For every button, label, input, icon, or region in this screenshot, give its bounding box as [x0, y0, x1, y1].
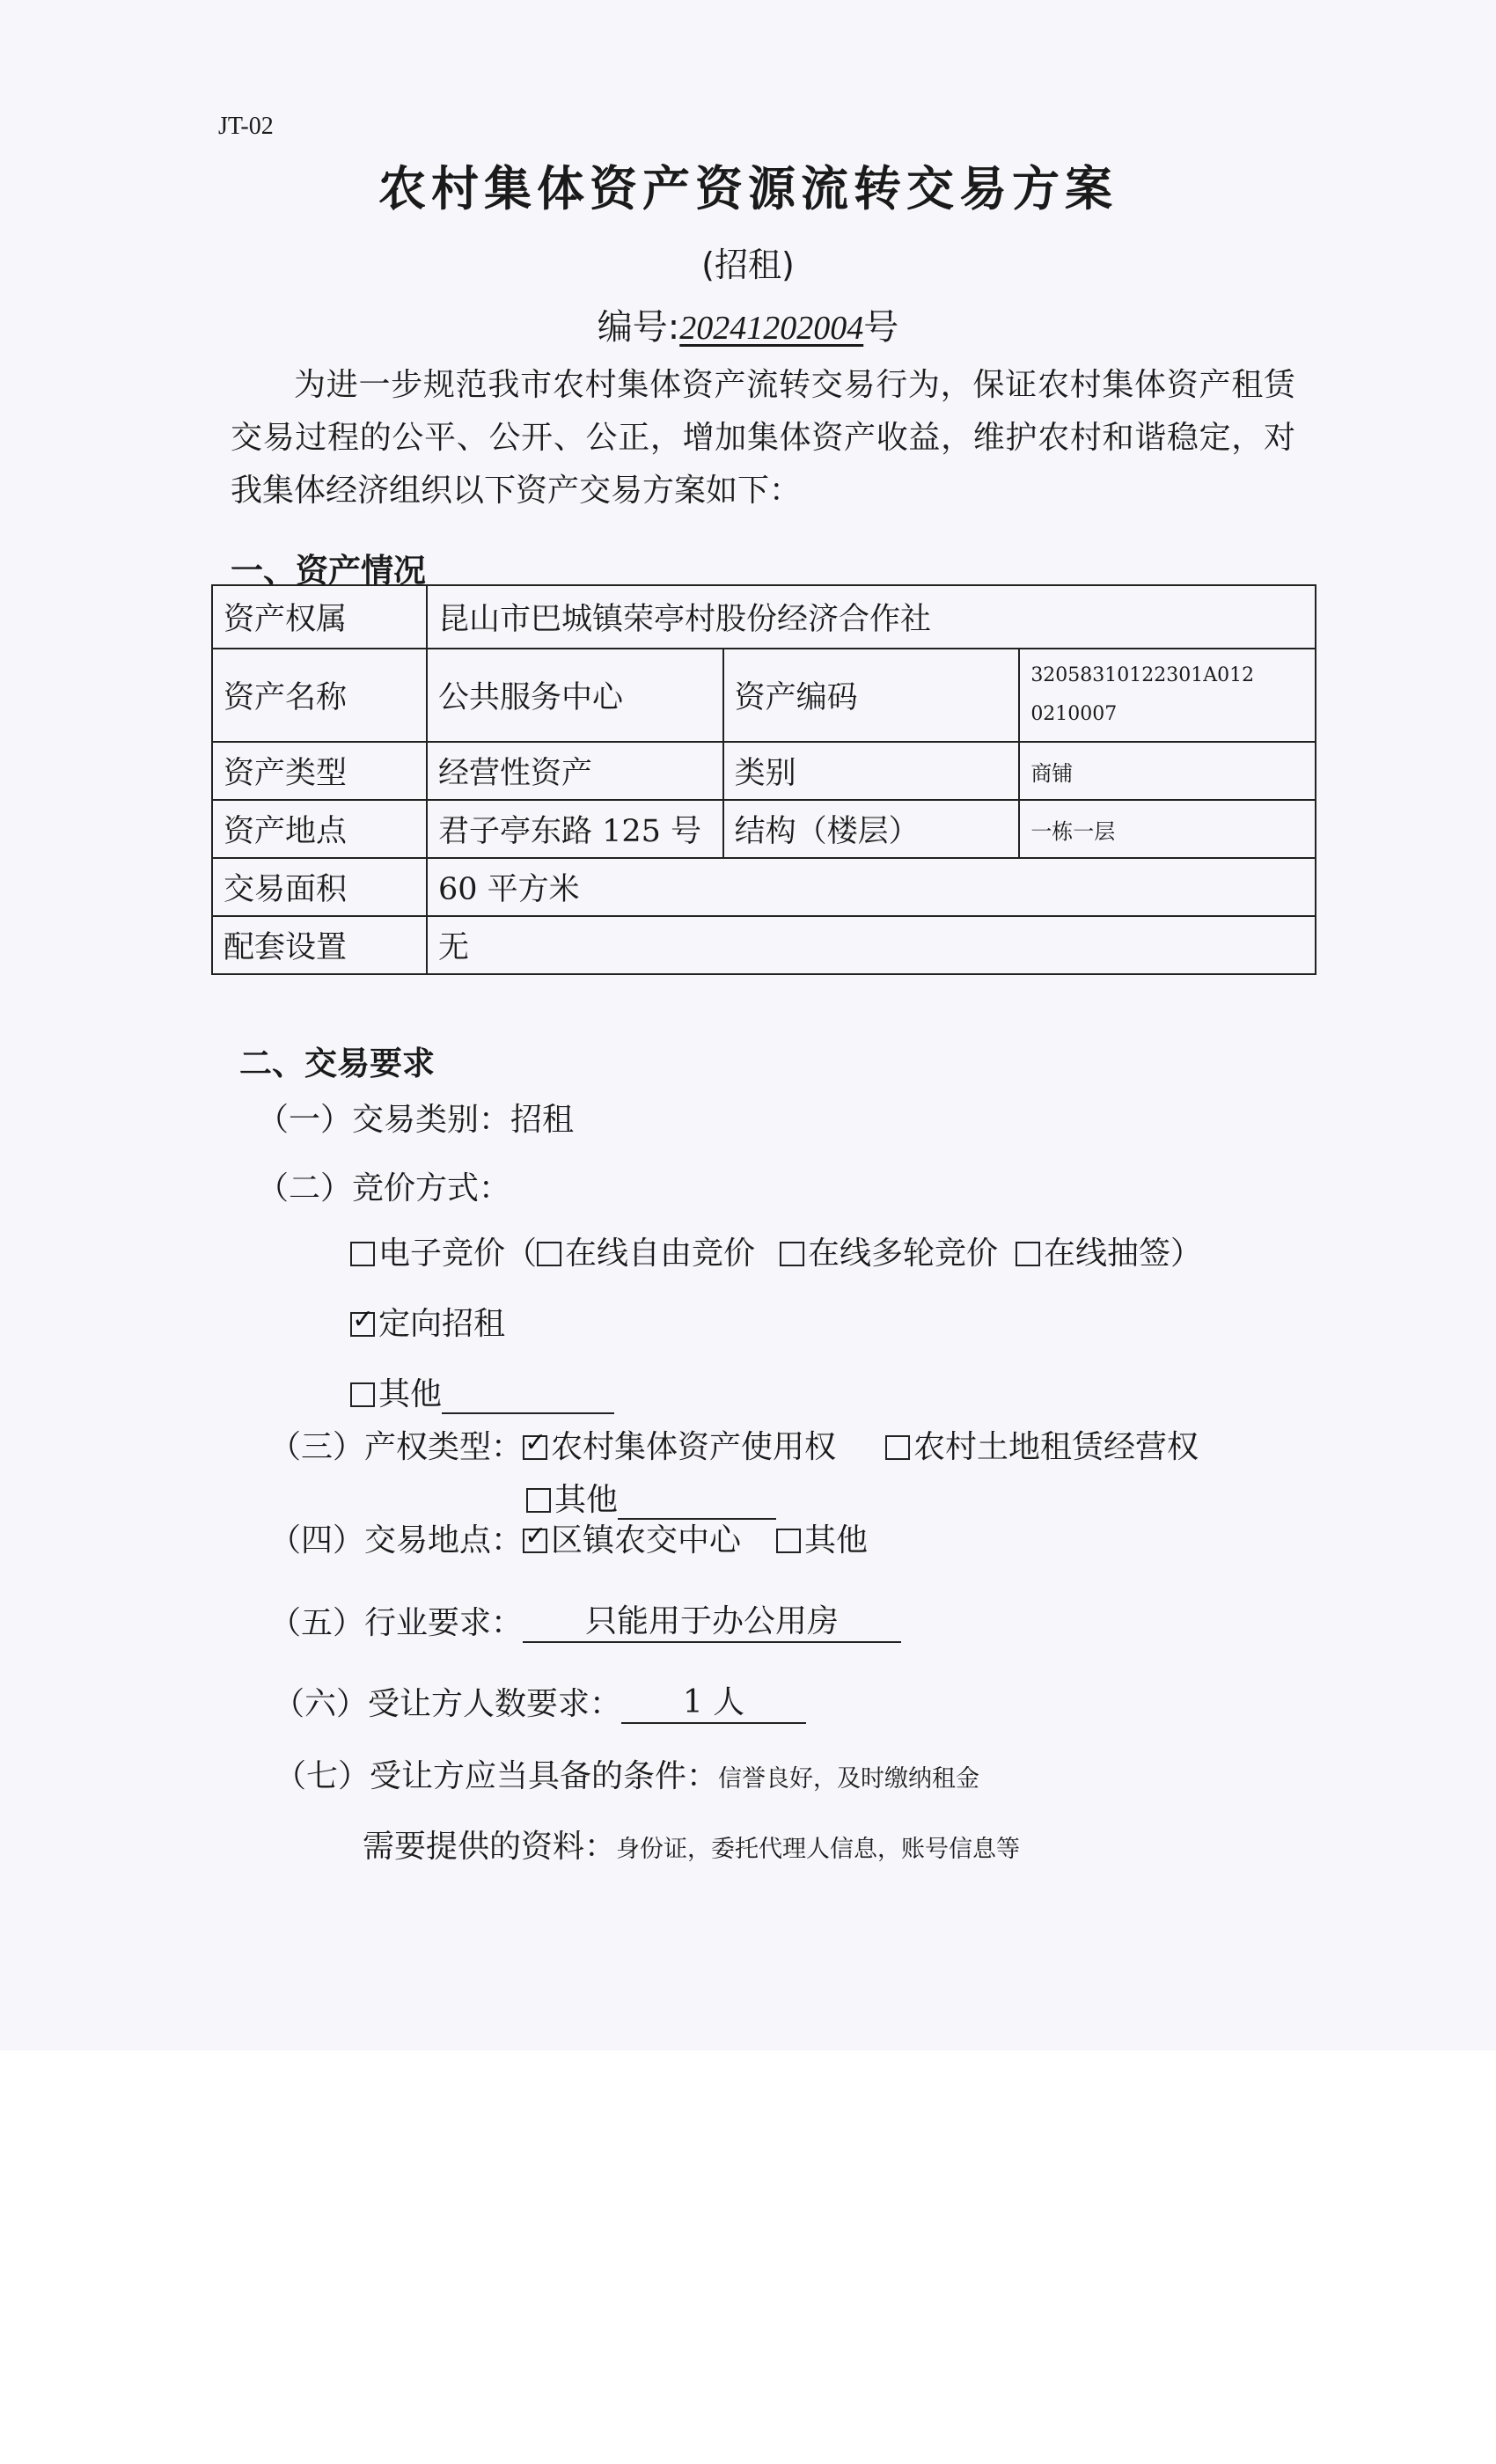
use-right-label: 农村集体资产使用权 — [551, 1429, 837, 1465]
requirement-property-type — [269, 1422, 1199, 1467]
section-heading-assets: 一、资产情况 — [231, 552, 426, 590]
location-label: 资产地点 — [212, 800, 427, 858]
checkbox-bidding-other[interactable] — [350, 1382, 375, 1407]
asset-name-label: 资产名称 — [212, 649, 427, 742]
materials-label: 需要提供的资料： — [363, 1829, 617, 1865]
location-req-label: （四）交易地点： — [269, 1522, 524, 1558]
table-row — [212, 916, 1316, 974]
location-other-label: 其他 — [804, 1522, 869, 1558]
property-other-row — [526, 1475, 776, 1520]
table-row — [212, 858, 1316, 916]
requirement-industry — [269, 1596, 901, 1643]
requirement-category: （一）交易类别：招租 — [257, 1102, 575, 1138]
property-type-label: （三）产权类型： — [269, 1429, 524, 1465]
asset-code-line1: 32058310122301A012 — [1030, 664, 1255, 686]
e-bidding-label: 电子竞价（ — [378, 1236, 538, 1272]
checkbox-online-free[interactable] — [537, 1242, 561, 1266]
number-prefix: 编号: — [597, 307, 680, 348]
requirement-location — [269, 1515, 868, 1560]
number-handwritten: 20241202004 — [679, 310, 864, 347]
table-row — [212, 585, 1316, 649]
area-value: 60 平方米 — [427, 858, 1316, 916]
area-label: 交易面积 — [212, 858, 427, 916]
directed-label: 定向招租 — [378, 1306, 506, 1342]
requirement-people — [273, 1677, 806, 1724]
checkbox-online-multi[interactable] — [780, 1242, 804, 1266]
land-lease-label: 农村土地租赁经营权 — [913, 1429, 1199, 1465]
location-value: 君子亭东路 125 号 — [427, 800, 723, 858]
page-subtitle: (招租) — [701, 246, 795, 284]
checkbox-e-bidding[interactable] — [350, 1242, 375, 1266]
checkbox-online-lottery[interactable] — [1016, 1242, 1040, 1266]
district-center-label: 区镇农交中心 — [551, 1522, 742, 1558]
structure-value: 一栋一层 — [1019, 800, 1316, 858]
category-value: 商铺 — [1019, 742, 1316, 800]
industry-value: 只能用于办公用房 — [523, 1596, 901, 1643]
number-suffix: 号 — [863, 307, 899, 348]
materials-value: 身份证，委托代理人信息，账号信息等 — [616, 1836, 1021, 1863]
people-value: 1 人 — [621, 1677, 806, 1724]
doc-code: JT-02 — [218, 113, 274, 140]
section-heading-requirements: 二、交易要求 — [239, 1045, 435, 1082]
directed-rent-row — [350, 1299, 505, 1344]
ownership-label: 资产权属 — [212, 585, 427, 649]
requirement-bidding: （二）竞价方式： — [257, 1170, 511, 1206]
checkbox-property-other[interactable] — [526, 1488, 551, 1513]
bidding-options-row — [350, 1228, 1202, 1273]
table-row — [212, 800, 1316, 858]
category-label: 类别 — [723, 742, 1020, 800]
structure-label: 结构（楼层） — [723, 800, 1020, 858]
requirement-materials — [363, 1822, 1020, 1866]
bidding-other-blank — [442, 1386, 614, 1414]
requirement-conditions — [275, 1751, 979, 1796]
checkbox-directed[interactable] — [350, 1312, 375, 1337]
checkbox-location-other[interactable] — [776, 1529, 801, 1553]
asset-code-label: 资产编码 — [723, 649, 1020, 742]
online-free-label: 在线自由竞价 — [565, 1236, 756, 1272]
asset-table — [211, 584, 1316, 975]
ownership-value: 昆山市巴城镇荣亭村股份经济合作社 — [427, 585, 1316, 649]
intro-paragraph: 为进一步规范我市农村集体资产流转交易行为，保证农村集体资产租赁交易过程的公平、公开、公正，增加集体资产收益，维护农村和谐稳定，对我集体经济组织以下资产交易方案如下： — [231, 367, 1295, 509]
online-lottery-label: 在线抽签） — [1044, 1236, 1203, 1272]
asset-type-value: 经营性资产 — [427, 742, 723, 800]
checkbox-land-lease[interactable] — [885, 1435, 910, 1460]
doc-number — [0, 299, 1496, 349]
people-label: （六）受让方人数要求： — [273, 1686, 622, 1722]
page-title: 农村集体资产资源流转交易方案 — [378, 161, 1118, 216]
facilities-value: 无 — [427, 916, 1316, 974]
table-row — [212, 742, 1316, 800]
bidding-other-row — [350, 1369, 614, 1414]
checkbox-use-right[interactable] — [523, 1435, 547, 1460]
conditions-value: 信誉良好，及时缴纳租金 — [718, 1765, 980, 1793]
checkbox-district-center[interactable] — [523, 1529, 547, 1553]
online-multi-label: 在线多轮竞价 — [808, 1236, 999, 1272]
table-row — [212, 649, 1316, 742]
asset-name-value: 公共服务中心 — [427, 649, 723, 742]
asset-code-line2: 0210007 — [1030, 703, 1118, 725]
conditions-label: （七）受让方应当具备的条件： — [275, 1758, 719, 1794]
property-other-label: 其他 — [554, 1482, 619, 1518]
industry-label: （五）行业要求： — [269, 1605, 524, 1641]
bidding-other-label: 其他 — [378, 1376, 443, 1412]
facilities-label: 配套设置 — [212, 916, 427, 974]
asset-code-value — [1019, 649, 1316, 742]
asset-type-label: 资产类型 — [212, 742, 427, 800]
